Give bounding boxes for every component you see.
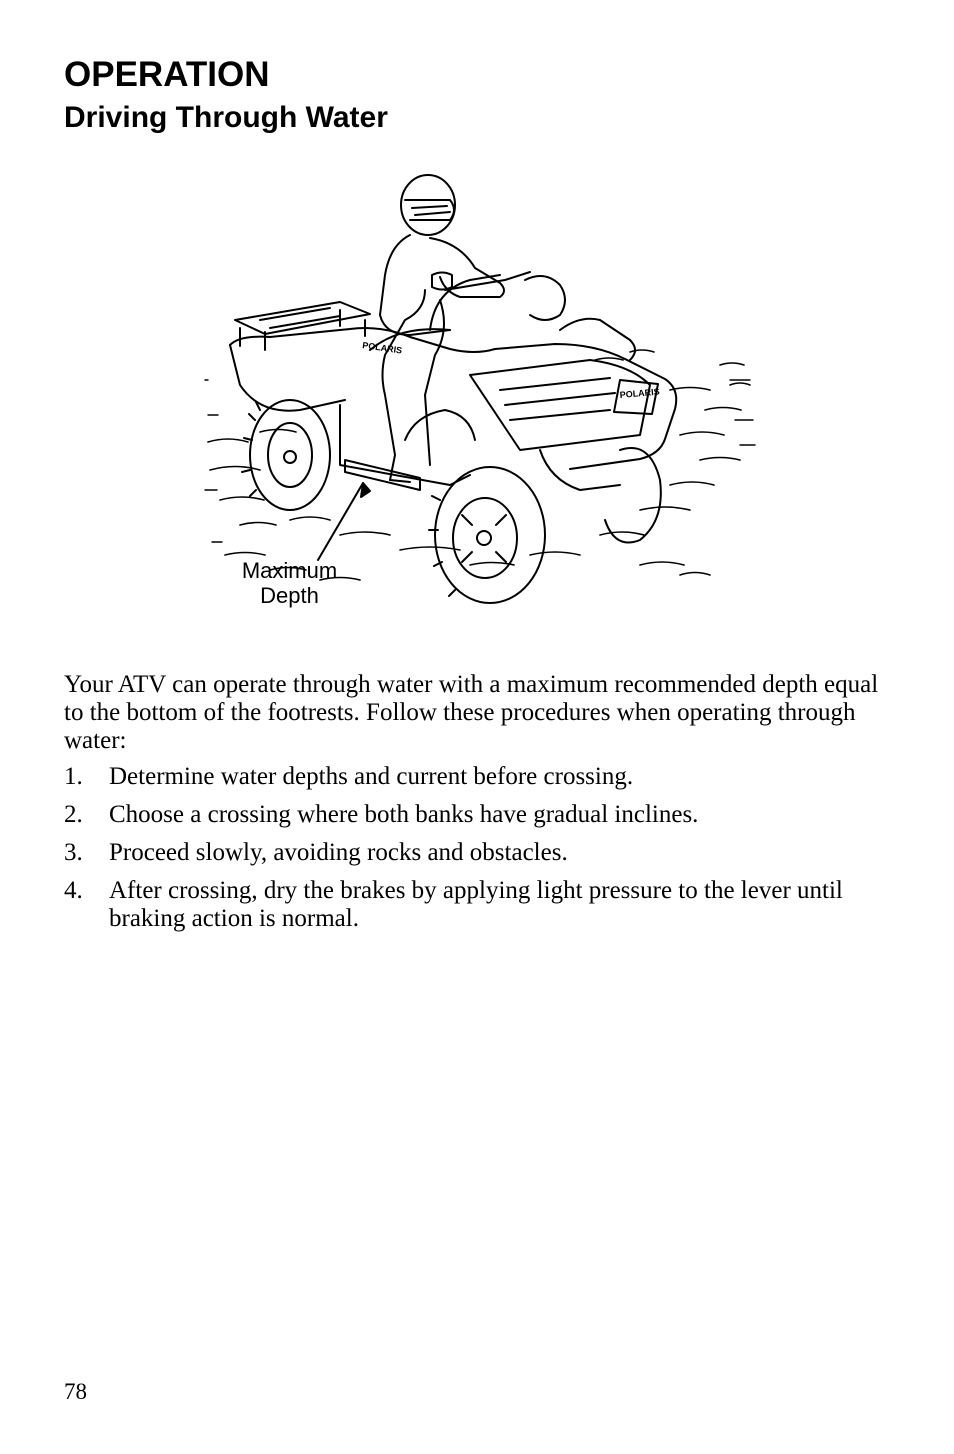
step-number: 4. bbox=[64, 877, 83, 904]
brand-mark-front: POLARIS bbox=[619, 386, 661, 400]
page-number: 78 bbox=[64, 1379, 87, 1404]
section-title: OPERATION bbox=[64, 55, 270, 94]
maximum-depth-callout bbox=[222, 558, 357, 608]
page-title: Driving Through Water bbox=[64, 101, 388, 134]
step-text: Determine water depths and current before crossing. bbox=[109, 763, 634, 790]
intro-paragraph: Your ATV can operate through water with a maximum recommended depth equal to the bottom of the footrests. Follow these procedures when operating through water: bbox=[64, 671, 879, 754]
list-item bbox=[64, 839, 884, 867]
ground-marks bbox=[205, 380, 755, 542]
front-wheel bbox=[429, 467, 545, 603]
callout-line-2: Depth bbox=[260, 583, 319, 608]
rear-wheel bbox=[242, 400, 330, 510]
list-item bbox=[64, 763, 884, 791]
step-text: Choose a crossing where both banks have gradual inclines. bbox=[109, 801, 699, 828]
step-number: 1. bbox=[64, 763, 83, 790]
brand-mark-rear: POLARIS bbox=[361, 340, 403, 356]
procedure-steps bbox=[64, 763, 884, 943]
list-item bbox=[64, 801, 884, 829]
list-item bbox=[64, 877, 884, 933]
callout-line-1: Maximum bbox=[241, 558, 338, 583]
step-number: 2. bbox=[64, 801, 83, 828]
rear-rack bbox=[235, 302, 370, 350]
step-text: After crossing, dry the brakes by applying light pressure to the lever until braking action is normal. bbox=[109, 877, 843, 932]
atv-water-illustration bbox=[200, 170, 760, 620]
depth-callout-arrow bbox=[318, 483, 370, 560]
step-text: Proceed slowly, avoiding rocks and obstacles. bbox=[109, 839, 568, 866]
water-ripples bbox=[208, 350, 750, 580]
step-number: 3. bbox=[64, 839, 83, 866]
